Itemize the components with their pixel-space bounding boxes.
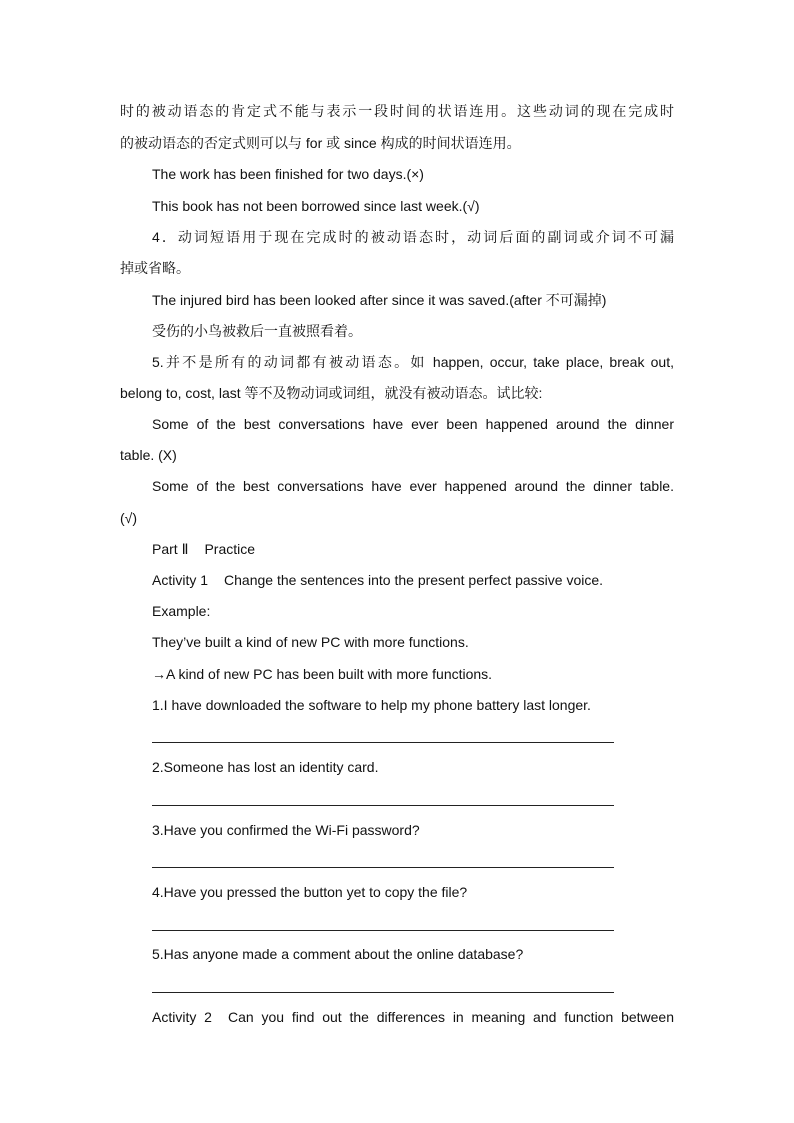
rule3-line1: 时的被动语态的肯定式不能与表示一段时间的状语连用。这些动词的现在完成时	[120, 103, 674, 119]
part-title: Practice	[204, 541, 256, 557]
rule4-line1: 4．动词短语用于现在完成时的被动语态时，动词后面的副词或介词不可漏	[152, 229, 674, 245]
rule5-wrong-line1: Some of the best conversations have ever been happened around the dinner	[152, 416, 674, 432]
activity1-heading	[152, 570, 674, 590]
question-3: 3.Have you confirmed the Wi-Fi password?	[152, 822, 420, 838]
question-4: 4.Have you pressed the button yet to copy the file?	[152, 884, 468, 900]
activity1-instruction: Change the sentences into the present perfect passive voice.	[224, 572, 604, 588]
answer-line-4[interactable]	[152, 930, 614, 931]
rule5-right-line1: Some of the best conversations have ever happened around the dinner table.	[152, 478, 674, 494]
rule4-translation: 受伤的小鸟被救后一直被照看着。	[152, 323, 362, 339]
rule5-wrong-line2: table. (X)	[120, 447, 177, 463]
rule3-line2: 的被动语态的否定式则可以与 for 或 since 构成的时间状语连用。	[120, 135, 521, 151]
activity2-label: Activity 2	[152, 1009, 212, 1025]
answer-line-5[interactable]	[152, 992, 614, 993]
activity1-label: Activity 1	[152, 572, 209, 588]
example-answer: →A kind of new PC has been built with more functions.	[152, 666, 493, 682]
rule5-line2: belong to, cost, last 等不及物动词或词组，就没有被动语态。试比较:	[120, 385, 543, 401]
rule4-line2: 掉或省略。	[120, 260, 190, 276]
answer-line-3[interactable]	[152, 867, 614, 868]
example-label: Example:	[152, 603, 211, 619]
activity2-heading	[152, 1007, 674, 1027]
answer-line-1[interactable]	[152, 742, 614, 743]
question-5: 5.Has anyone made a comment about the online database?	[152, 946, 524, 962]
question-2: 2.Someone has lost an identity card.	[152, 759, 379, 775]
rule3-example-wrong: The work has been finished for two days.(×)	[152, 166, 424, 182]
example-sentence: They’ve built a kind of new PC with more functions.	[152, 634, 469, 650]
part-heading	[152, 539, 674, 559]
activity2-instruction: Can you find out the differences in meaning and function between	[227, 1009, 675, 1025]
answer-line-2[interactable]	[152, 805, 614, 806]
rule3-example-right: This book has not been borrowed since last week.(√)	[152, 198, 480, 214]
rule5-line1: 5.并不是所有的动词都有被动语态。如 happen, occur, take place, break out,	[152, 354, 674, 370]
rule4-example: The injured bird has been looked after since it was saved.(after 不可漏掉)	[152, 292, 607, 308]
part-label: Part Ⅱ	[152, 541, 189, 557]
rule5-right-line2: (√)	[120, 510, 138, 526]
question-1: 1.I have downloaded the software to help my phone battery last longer.	[152, 697, 591, 713]
